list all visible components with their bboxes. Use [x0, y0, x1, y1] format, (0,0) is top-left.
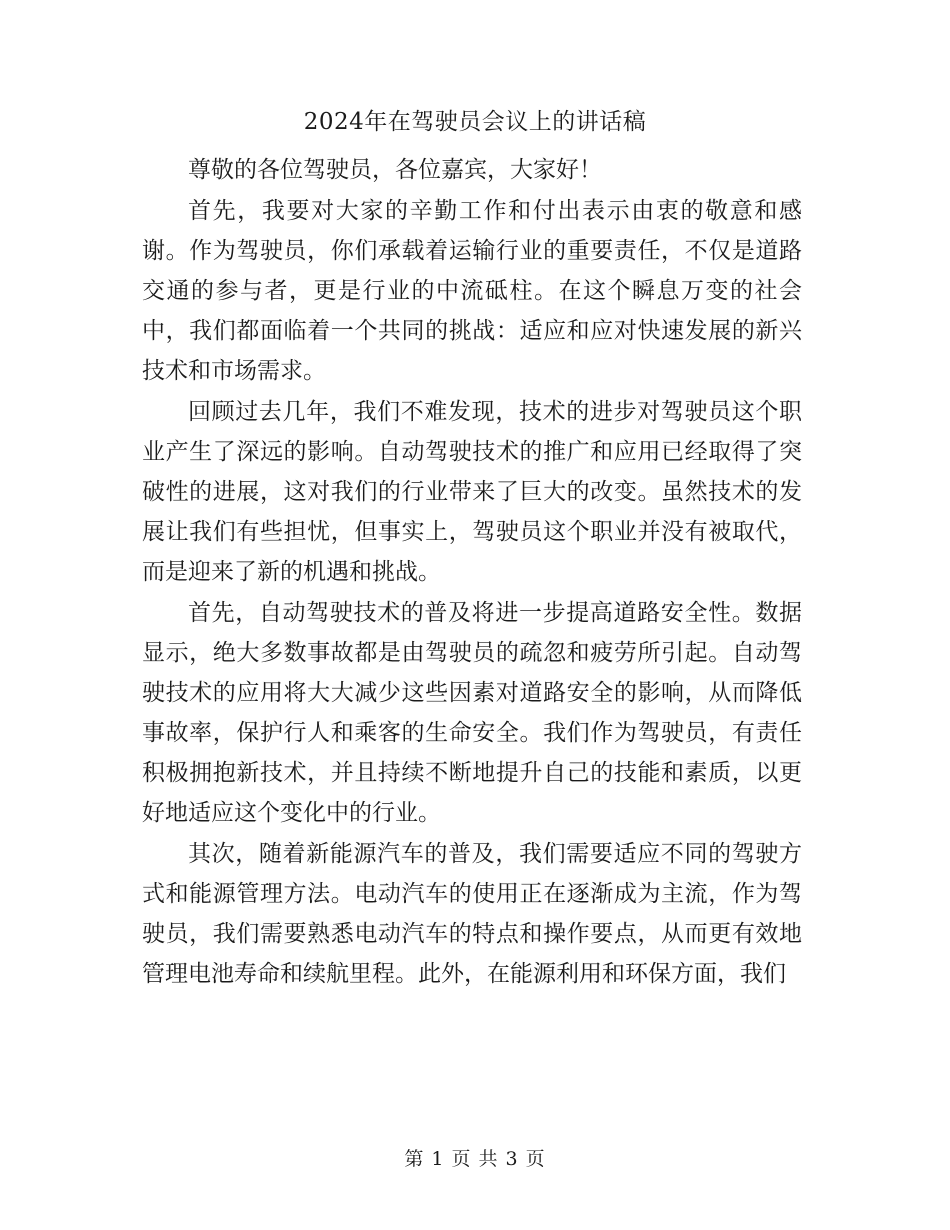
paragraph-greeting: 尊敬的各位驾驶员，各位嘉宾，大家好！ [188, 157, 602, 183]
paragraph-safety: 首先，自动驾驶技术的普及将进一步提高道路安全性。数据显示，绝大多数事故都是由驾驶员的疏忽和疲劳所引起。自动驾驶技术的应用将大大减少这些因素对道路安全的影响，从而降低事故率，保护行人和乘客的生命安全。我们作为驾驶员，有责任积极拥抱新技术，并且持续不断地提升自己的技能和素质，以更好地适应这个变化中的行业。 [142, 600, 802, 826]
document-title: 2024年在驾驶员会议上的讲话稿 [303, 109, 647, 135]
document-body [142, 150, 802, 995]
paragraph-review: 回顾过去几年，我们不难发现，技术的进步对驾驶员这个职业产生了深远的影响。自动驾驶技术的推广和应用已经取得了突破性的进展，这对我们的行业带来了巨大的改变。虽然技术的发展让我们有些担忧，但事实上，驾驶员这个职业并没有被取代，而是迎来了新的机遇和挑战。 [142, 399, 802, 585]
page-number-footer: 第 1 页 共 3 页 [404, 1148, 546, 1170]
paragraph-new-energy: 其次，随着新能源汽车的普及，我们需要适应不同的驾驶方式和能源管理方法。电动汽车的使用正在逐渐成为主流，作为驾驶员，我们需要熟悉电动汽车的特点和操作要点，从而更有效地管理电池寿命和续航里程。此外，在能源利用和环保方面，我们 [142, 841, 802, 987]
paragraph-thanks: 首先，我要对大家的辛勤工作和付出表示由衷的敬意和感谢。作为驾驶员，你们承载着运输行业的重要责任，不仅是道路交通的参与者，更是行业的中流砥柱。在这个瞬息万变的社会中，我们都面临着一个共同的挑战：适应和应对快速发展的新兴技术和市场需求。 [142, 198, 802, 384]
